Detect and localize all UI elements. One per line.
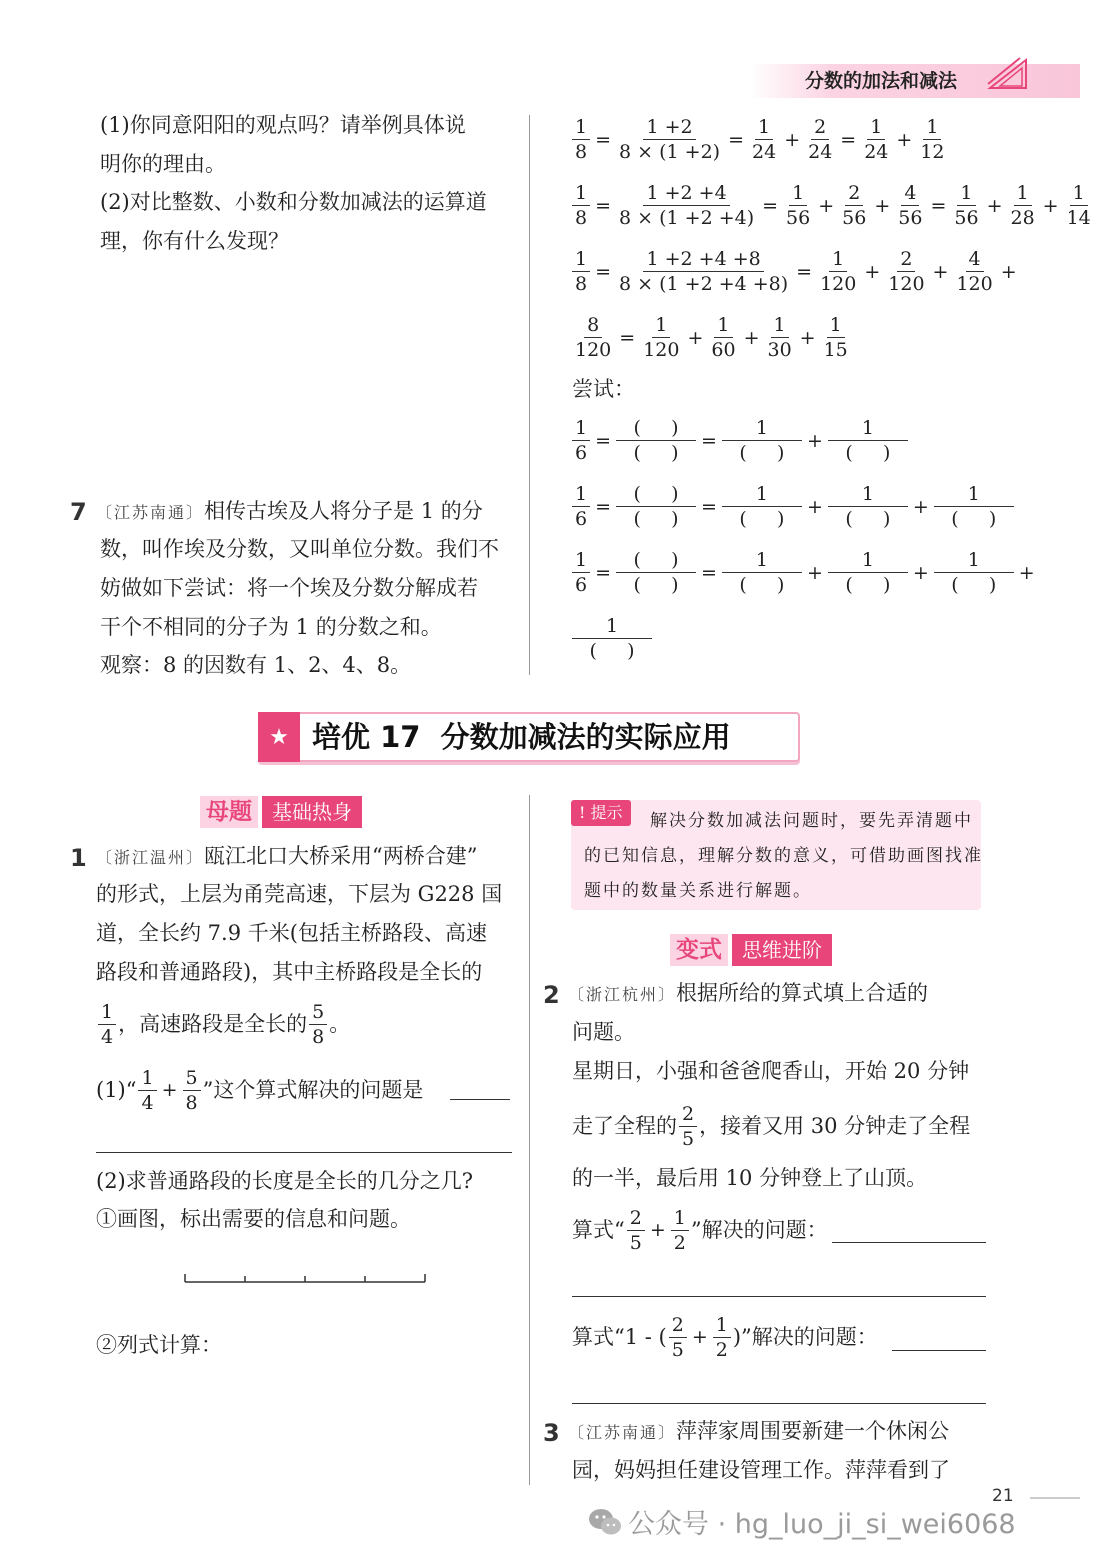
mother-label [200,796,362,828]
numerator: 2 [845,181,863,206]
numerator: 1 [923,115,941,140]
denominator: 8 [312,1026,325,1048]
q7-line-4: 干个不相同的分子为 1 的分数之和。 [100,615,442,639]
denominator: 14 [1066,207,1091,229]
fraction [616,548,696,597]
denominator: 24 [864,141,889,163]
numerator: 1 [828,416,908,441]
numerator: 1 +2 +4 [643,181,729,206]
denominator: 2 [715,1339,728,1361]
fraction [671,1206,689,1255]
denominator: 56 [786,207,811,229]
numerator: 1 [652,313,670,338]
numerator: 2 [811,115,829,140]
denominator: ( ) [739,508,785,530]
numerator: 1 [934,482,1014,507]
denominator: ( ) [845,442,891,464]
try-row-3 [570,548,1038,597]
variant-tag: 思维进阶 [732,934,832,966]
left-q-line-3: (2)对比整数、小数和分数加减法的运算道 [100,190,487,214]
denominator: 56 [954,207,979,229]
fraction [572,181,590,230]
numerator: 1 [1070,181,1088,206]
fraction [722,482,802,531]
try-label: 尝试： [572,377,635,401]
q2-answer-line-1[interactable] [832,1242,986,1243]
numerator: 1 [572,614,652,639]
q1-sub1: (1)“ $\frac{1}{4}$ + $\frac{5}{8}$ ”这个算式解决的问题是 [96,1067,424,1114]
operator: + [799,326,816,349]
column-divider-bottom [529,795,530,1485]
q3-number: 3 [543,1419,560,1447]
fraction [627,1206,645,1255]
numerator: 1 [671,1206,689,1231]
denominator: 28 [1010,207,1035,229]
q1-number: 1 [70,844,87,872]
denominator: 4 [101,1026,114,1048]
q1-answer-line-1[interactable] [450,1099,510,1100]
left-q-line-1: (1)你同意阳阳的观点吗？请举例具体说 [100,113,466,137]
numerator: 1 [138,1066,156,1091]
fraction [616,416,696,465]
fraction [817,247,859,296]
numerator: 1 [771,313,789,338]
denominator: 120 [575,339,612,361]
operator: = [796,260,813,283]
q2-formula-2: 算式“1 - ( $\frac{2}{5}$ + $\frac{1}{2}$ )”解决的问题： [572,1314,878,1361]
equation-row-2 [570,181,1096,230]
denominator: ( ) [633,508,679,530]
operator: + [1042,194,1059,217]
q7-line-5: 观察：8 的因数有 1、2、4、8。 [100,653,412,677]
fraction [895,181,925,230]
fraction [572,247,590,296]
try-row-1 [570,416,910,465]
denominator: ( ) [589,640,635,662]
denominator: ( ) [845,574,891,596]
numerator: 1 [789,181,807,206]
q2-number: 2 [543,981,560,1009]
left-q-line-4: 理，你有什么发现？ [100,229,289,253]
denominator: 56 [898,207,923,229]
numerator: 1 [1014,181,1032,206]
denominator: 15 [823,339,848,361]
operator: = [701,429,717,452]
numerator: 2 [669,1313,687,1338]
denominator: 30 [767,339,792,361]
fraction [722,416,802,465]
numerator: 2 [627,1206,645,1231]
fraction [783,181,813,230]
fraction [951,181,981,230]
numerator: 1 [934,548,1014,573]
fraction [679,1102,697,1151]
q3-source: 〔江苏南通〕 [568,1423,677,1442]
operator: + [806,561,823,584]
fraction [309,1000,327,1049]
try-row-2 [570,482,1016,531]
try-row-3-continued [570,614,654,663]
q1-sub2a: ①画图，标出需要的信息和问题。 [96,1207,411,1231]
operator: + [1018,561,1035,584]
fraction [572,482,590,531]
fraction [1007,181,1037,230]
fraction [861,115,891,164]
q2-source: 〔浙江杭州〕 [568,985,677,1004]
q1-line-3: 道，全长约 7.9 千米(包括主桥路段、高速 [96,921,487,945]
denominator: 5 [629,1232,642,1254]
denominator: 6 [575,508,588,530]
star-icon: ★ [269,724,289,750]
operator: + [743,326,760,349]
operator: = [930,194,947,217]
operator: + [784,128,801,151]
numerator: ( ) [616,482,696,507]
denominator: 6 [575,574,588,596]
operator: = [595,194,612,217]
q7-number: 7 [70,498,87,526]
operator: + [161,1079,178,1101]
fraction [821,313,851,362]
denominator: 120 [820,273,857,295]
denominator: 8 × (1 +2) [619,141,721,163]
fraction [98,1000,116,1049]
variant-title: 变式 [670,934,728,966]
q2-line-1: 〔浙江杭州〕根据所给的算式填上合适的 [568,981,929,1005]
denominator: 5 [682,1128,695,1150]
header-title: 分数的加法和减法 [805,70,958,92]
operator: = [595,260,612,283]
operator: + [932,260,949,283]
q1-sub2b: ②列式计算： [96,1333,222,1357]
equation-row-4 [570,313,853,362]
fraction [934,548,1014,597]
numerator: 1 [572,247,590,272]
q1-line-2: 的形式，上层为甬莞高速，下层为 G228 国 [96,882,503,906]
fraction [953,247,995,296]
denominator: 56 [842,207,867,229]
tip-label: ! 提示 [571,800,631,826]
fraction [839,181,869,230]
numerator: 2 [679,1102,697,1127]
q7-line-3: 妨做如下尝试：将一个埃及分数分解成若 [100,576,478,600]
fraction [934,482,1014,531]
section-badge [258,712,300,762]
operator: = [762,194,779,217]
fraction [572,416,590,465]
numerator: 1 [722,548,802,573]
operator: + [687,326,704,349]
q1-source: 〔浙江温州〕 [96,848,205,867]
numerator: 1 [722,482,802,507]
fraction [572,548,590,597]
fraction [616,482,696,531]
numerator: 4 [966,247,984,272]
fraction [749,115,779,164]
numerator: 1 [572,548,590,573]
fraction [572,313,614,362]
denominator: 6 [575,442,588,464]
denominator: 8 [575,273,588,295]
numerator: 4 [901,181,919,206]
q2-line-5: 的一半，最后用 10 分钟登上了山顶。 [572,1166,928,1190]
q2-line-4: 走了全程的 $\frac{2}{5}$ ，接着又用 30 分钟走了全程 [572,1103,971,1150]
operator: + [806,495,823,518]
numerator: 1 [714,313,732,338]
fraction [669,1313,687,1362]
operator: + [912,561,929,584]
denominator: 120 [643,339,680,361]
denominator: 2 [673,1232,686,1254]
fraction [708,313,738,362]
denominator: 8 [185,1092,198,1114]
q2-line-2: 问题。 [572,1020,635,1044]
fraction [917,115,947,164]
equation-row-3 [570,247,1020,296]
operator: = [595,561,612,584]
q1-line-4: 路段和普通路段)，其中主桥路段是全长的 [96,960,483,984]
q2-line-3: 星期日，小强和爸爸爬香山，开始 20 分钟 [572,1059,970,1083]
denominator: 24 [752,141,777,163]
q1-line-5: $\frac{1}{4}$ ，高速路段是全长的 $\frac{5}{8}$ 。 [96,1000,350,1049]
numerator: 1 [722,416,802,441]
operator: + [818,194,835,217]
q1-line-1: 〔浙江温州〕瓯江北口大桥采用“两桥合建” [96,844,478,868]
operator: + [1000,260,1017,283]
operator: + [874,194,891,217]
numerator: 8 [584,313,602,338]
segment-diagram[interactable] [180,1268,430,1284]
denominator: 12 [920,141,945,163]
numerator: 1 [98,1000,116,1025]
fraction [138,1066,156,1115]
denominator: ( ) [951,574,997,596]
fraction [640,313,682,362]
fraction [616,115,723,164]
fraction [828,482,908,531]
fraction [828,548,908,597]
operator: + [986,194,1003,217]
numerator: 2 [897,247,915,272]
variant-label [670,934,832,966]
wechat-icon [588,1507,622,1537]
operator: = [701,561,717,584]
numerator: 1 [957,181,975,206]
fraction [764,313,794,362]
watermark-text: 公众号 · hg_luo_ji_si_wei6068 [628,1509,1016,1540]
fraction [828,416,908,465]
tip-line-1: 解决分数加减法问题时，要先弄清题中 [650,811,973,831]
mother-tag: 基础热身 [262,796,362,828]
denominator: ( ) [633,574,679,596]
numerator: 1 [572,181,590,206]
numerator: 1 [828,482,908,507]
fraction [572,614,652,663]
numerator: 1 [572,416,590,441]
q7-text-1: 相传古埃及人将分子是 1 的分 [204,499,483,523]
operator: = [701,495,717,518]
fraction [722,548,802,597]
operator: = [840,128,857,151]
numerator: 1 +2 [643,115,695,140]
operator: + [912,495,929,518]
operator: + [864,260,881,283]
fraction [616,247,791,296]
numerator: 1 [572,482,590,507]
q2-answer-line-2[interactable] [572,1296,986,1297]
q1-answer-line-2[interactable] [96,1152,512,1153]
operator: + [649,1219,666,1241]
ruler-triangle-icon [986,56,1032,92]
left-q-line-2: 明你的理由。 [100,152,226,176]
operator: = [595,429,612,452]
denominator: 60 [711,339,736,361]
fraction [885,247,927,296]
operator: + [896,128,913,151]
denominator: 120 [956,273,993,295]
page-number-rule [1030,1497,1080,1499]
fraction [616,181,757,230]
denominator: 4 [141,1092,154,1114]
mother-title: 母题 [200,796,258,828]
denominator: 8 × (1 +2 +4 +8) [619,273,789,295]
operator: + [691,1326,708,1348]
tip-line-3: 题中的数量关系进行解题。 [584,881,812,901]
numerator: 1 +2 +4 +8 [643,247,763,272]
numerator: 1 [572,115,590,140]
fraction [713,1313,731,1362]
fraction [805,115,835,164]
tip-line-2: 的已知信息，理解分数的意义，可借助画图找准 [584,846,983,866]
blank-den: ( ) [633,442,679,464]
numerator: ( ) [616,548,696,573]
denominator: 8 × (1 +2 +4) [619,207,755,229]
operator: + [806,429,823,452]
denominator: ( ) [951,508,997,530]
q2-answer-line-4[interactable] [572,1403,986,1404]
operator: = [728,128,744,151]
numerator: 1 [755,115,773,140]
numerator: 1 [827,313,845,338]
numerator: 5 [183,1066,201,1091]
section-title: 培优 17 分数加减法的实际应用 [312,720,731,754]
q2-formula-1: 算式“ $\frac{2}{5}$ + $\frac{1}{2}$ ”解决的问题： [572,1207,828,1254]
fraction [1064,181,1094,230]
page-number: 21 [992,1486,1014,1506]
denominator: 24 [808,141,833,163]
q2-answer-line-3[interactable] [892,1350,986,1351]
numerator: 1 [713,1313,731,1338]
q7-source: 〔江苏南通〕 [96,503,205,522]
q7-line-1 [96,492,483,532]
operator: = [595,128,612,151]
q3-line-1: 〔江苏南通〕萍萍家周围要新建一个休闲公 [568,1419,950,1443]
denominator: 5 [671,1339,684,1361]
numerator: 5 [309,1000,327,1025]
q1-sub2: (2)求普通路段的长度是全长的几分之几? [96,1169,474,1193]
q7-line-2: 数，叫作埃及分数，又叫单位分数。我们不 [100,537,499,561]
denominator: 8 [575,141,588,163]
watermark [588,1502,1016,1541]
operator: = [619,326,636,349]
denominator: 8 [575,207,588,229]
operator: = [595,495,612,518]
denominator: 120 [888,273,925,295]
numerator: 1 [829,247,847,272]
q3-line-2: 园，妈妈担任建设管理工作。萍萍看到了 [572,1458,950,1482]
fraction [572,115,590,164]
equation-row-1 [570,115,950,164]
denominator: ( ) [739,574,785,596]
column-divider-top [529,115,530,675]
denominator: ( ) [845,508,891,530]
numerator: 1 [828,548,908,573]
fraction [183,1066,201,1115]
numerator: 1 [867,115,885,140]
blank-num: ( ) [616,416,696,441]
denominator: ( ) [739,442,785,464]
